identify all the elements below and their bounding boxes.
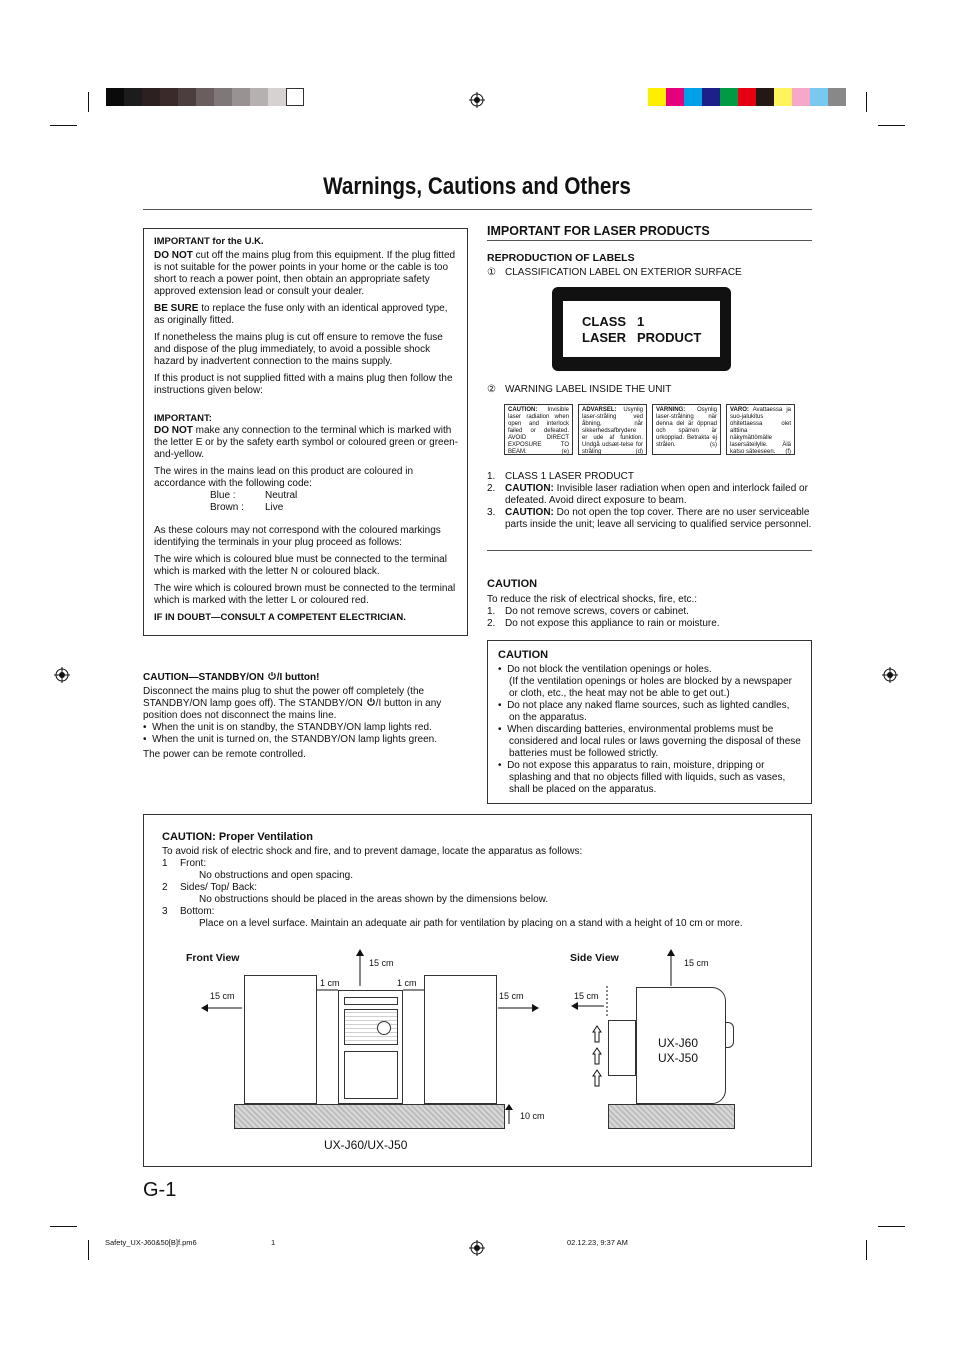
color-swatch	[106, 88, 124, 106]
crop-mark	[878, 1226, 905, 1227]
wire-code-row	[154, 502, 460, 514]
power-icon	[366, 698, 376, 707]
color-swatch	[268, 88, 286, 106]
label-item-2	[487, 384, 671, 396]
label-text: Invisible laser radiation when open and interlock failed or defeated. AVOID DIRECT EXPOSURE TO BEAM.	[508, 407, 569, 455]
caution-heading: CAUTION	[487, 578, 538, 590]
color-swatch	[756, 88, 774, 106]
text: to replace the fuse only with an identical approved type, as originally fitted.	[154, 303, 448, 326]
label-tag: (e)	[561, 449, 569, 455]
on-glyph: I	[378, 698, 382, 709]
label-item-1	[487, 267, 742, 279]
uk-paragraph	[154, 303, 460, 327]
label-tag: (s)	[710, 442, 717, 448]
item-text: Do not remove screws, covers or cabinet.	[505, 606, 689, 617]
reproduction-heading: REPRODUCTION OF LABELS	[487, 252, 635, 264]
list-item	[487, 606, 812, 618]
text: Do not expose this apparatus to rain, moisture, dripping or splashing and that no objects filled with liquids, such as vases, shall be placed on the apparatus.	[507, 760, 786, 795]
list-item	[487, 471, 812, 483]
crop-mark	[50, 1226, 77, 1227]
emphasis: CAUTION:	[505, 483, 554, 494]
side-dim-top-label: 15 cm	[684, 958, 709, 968]
ventilation-item	[162, 906, 802, 918]
color-swatch	[720, 88, 738, 106]
text: button in any position does not disconnect the mains line.	[143, 698, 442, 721]
emphasis: DO NOT	[154, 425, 193, 436]
bullet-subtext: (If the ventilation openings or holes are blocked by a newspaper or cloth, etc., the heat may not be able to get out.)	[509, 676, 792, 699]
important-heading: IMPORTANT:	[154, 413, 212, 424]
ventilation-heading: CAUTION: Proper Ventilation	[162, 831, 313, 843]
footer-date: 02.12.23, 9:37 AM	[567, 1238, 628, 1247]
dim-gap-left-label: 1 cm	[320, 978, 340, 988]
standby-section	[143, 672, 461, 761]
color-swatch	[828, 88, 846, 106]
wire-color: Brown :	[210, 502, 244, 513]
laser-rule	[487, 240, 812, 241]
uk-paragraph: If this product is not supplied fitted with a mains plug then follow the instructions given below:	[154, 373, 453, 396]
item-text: CLASSIFICATION LABEL ON EXTERIOR SURFACE	[505, 267, 742, 278]
color-swatch	[738, 88, 756, 106]
color-swatch	[178, 88, 196, 106]
label-keyword: VARNING:	[656, 407, 686, 413]
uk-paragraph: The wire which is coloured blue must be connected to the terminal which is marked with the letter N or coloured black.	[154, 554, 447, 577]
item-label: Front:	[180, 858, 207, 869]
text: make any connection to the terminal which is marked with the letter E or by the safety earth symbol or coloured green or green-and-yellow.	[154, 425, 459, 460]
registration-mark-icon	[469, 92, 485, 108]
dim-left-label: 15 cm	[210, 991, 235, 1001]
list-item	[487, 618, 812, 630]
side-dimension-arrows	[570, 948, 690, 1098]
text: Do not open the top cover. There are no user serviceable parts inside the unit; leave all servicing to qualified service personnel.	[505, 507, 812, 530]
front-view-label: Front View	[186, 952, 240, 964]
color-swatch	[160, 88, 178, 106]
title-rule	[143, 209, 812, 210]
item-number: 2.	[487, 618, 496, 629]
model-front-label: UX-J60/UX-J50	[324, 1138, 408, 1152]
laser-bottom-rule	[487, 550, 812, 551]
color-swatch	[666, 88, 684, 106]
registration-mark-icon	[469, 1240, 485, 1256]
laser-heading: IMPORTANT FOR LASER PRODUCTS	[487, 224, 710, 238]
uk-section	[154, 236, 460, 624]
text: When the unit is turned on, the STANDBY/ON lamp lights green.	[152, 734, 438, 745]
class-row	[582, 314, 701, 330]
item-label: Bottom:	[180, 906, 215, 917]
caution-box-content	[498, 649, 803, 796]
bullet-glyph: •	[143, 734, 153, 745]
wire-function: Live	[265, 502, 284, 513]
item-label: Sides/ Top/ Back:	[180, 882, 258, 893]
emphasis: CAUTION:	[505, 507, 554, 518]
text: Do not place any naked flame sources, such as lighted candles, on the apparatus.	[507, 700, 790, 723]
color-swatch	[684, 88, 702, 106]
uk-paragraph	[154, 250, 460, 298]
color-swatch	[196, 88, 214, 106]
standby-heading	[143, 672, 461, 684]
standby-bullet	[143, 734, 461, 746]
item-number: ②	[487, 384, 496, 395]
label-tag: (d)	[635, 449, 643, 455]
crop-mark	[50, 125, 77, 126]
list-item	[487, 507, 812, 531]
ventilation-item	[162, 858, 802, 870]
crop-mark	[878, 125, 905, 126]
standby-paragraph: The power can be remote controlled.	[143, 749, 306, 760]
color-swatch	[792, 88, 810, 106]
item-text	[505, 471, 634, 483]
class-word: CLASS	[582, 314, 627, 329]
warning-label-danish	[578, 404, 647, 455]
crop-mark	[866, 92, 867, 112]
side-stand	[608, 1104, 735, 1129]
warning-label-english	[504, 404, 573, 455]
side-view-label: Side View	[570, 952, 619, 964]
ventilation-text	[162, 831, 802, 930]
warning-label-swedish	[652, 404, 721, 455]
uk-heading: IMPORTANT for the U.K.	[154, 236, 264, 247]
label-text: Usynlig laser-stråling ved åbning, når sikkerhedsafbrydere er ude af funktion. Undgå udsæt-telse for stråling	[582, 407, 643, 455]
label-keyword: CAUTION:	[508, 407, 538, 413]
caution-intro: To reduce the risk of electrical shocks, fire, etc.:	[487, 594, 698, 605]
ventilation-item	[162, 882, 802, 894]
class-text	[582, 314, 701, 346]
bullet-glyph: •	[498, 724, 508, 735]
bullet-item	[498, 724, 803, 760]
bullet-glyph: •	[498, 760, 508, 771]
item-text: Do not expose this appliance to rain or moisture.	[505, 618, 720, 629]
item-number: 1	[162, 858, 168, 869]
dim-top-label: 15 cm	[369, 958, 394, 968]
bullet-item	[498, 700, 803, 724]
warning-label-finnish	[726, 404, 795, 455]
item-number: 1.	[487, 471, 496, 482]
color-swatch	[142, 88, 160, 106]
ventilation-detail: No obstructions should be placed in the areas shown by the dimensions below.	[199, 894, 549, 905]
color-swatch	[250, 88, 268, 106]
item-number: 3	[162, 906, 168, 917]
item-number: ①	[487, 267, 496, 278]
text: When discarding batteries, environmental problems must be considered and local rules or laws governing the disposal of these batteries must be followed strictly.	[507, 724, 801, 759]
bullet-glyph: •	[498, 700, 508, 711]
ventilation-intro: To avoid risk of electric shock and fire, and to prevent damage, locate the apparatus as follows:	[162, 846, 583, 857]
standby-heading-text: button!	[282, 672, 320, 683]
item-number: 3.	[487, 507, 496, 518]
color-swatch	[286, 88, 304, 106]
side-dim-front-label: 15 cm	[574, 991, 599, 1001]
bullet-item	[498, 664, 803, 676]
caution-heading: CAUTION	[498, 649, 549, 661]
color-swatch	[232, 88, 250, 106]
label-text: Osynlig laser-strålning när denna del är öppnad och spärren är urkopplad. Betrakta ej strålen.	[656, 407, 717, 448]
text: CLASS 1 LASER PRODUCT	[505, 471, 634, 482]
laser-word: LASER	[582, 330, 627, 345]
wire-color: Blue :	[210, 490, 236, 501]
registration-mark-icon	[54, 667, 70, 683]
crop-mark	[88, 1240, 89, 1260]
text: When the unit is on standby, the STANDBY/ON lamp lights red.	[152, 722, 432, 733]
footer-filename: Safety_UX-J60&50[B]f.pm6	[105, 1238, 197, 1247]
emphasis: DO NOT	[154, 250, 193, 261]
side-model-1: UX-J60	[658, 1036, 699, 1050]
label-text: Avattaessa ja suo-jalukitus ohitettaessa olet alttiina näkymättömälle lasersäteilylle. Älä katso säteeseen.	[730, 407, 791, 455]
uk-paragraph	[154, 425, 460, 461]
crop-mark	[866, 1240, 867, 1260]
bullet-glyph: •	[498, 664, 508, 675]
uk-paragraph: If nonetheless the mains plug is cut off ensure to remove the fuse and dispose of the plug immediately, to avoid a possible shock hazard by inadvertent connection to the mains supply.	[154, 332, 443, 367]
product-word: PRODUCT	[637, 330, 702, 345]
class-row	[582, 330, 701, 346]
side-model-2: UX-J50	[658, 1051, 699, 1065]
class-number: 1	[637, 314, 645, 329]
uk-paragraph: The wire which is coloured brown must be connected to the terminal which is marked with the letter L or coloured red.	[154, 583, 456, 606]
bullet-item	[498, 760, 803, 796]
item-text	[505, 507, 812, 531]
standby-heading-text: CAUTION—STANDBY/ON	[143, 672, 267, 683]
ventilation-detail: Place on a level surface. Maintain an adequate air path for ventilation by placing on a stand with a height of 10 cm or more.	[199, 918, 743, 929]
dim-bottom-label: 10 cm	[520, 1111, 545, 1121]
ventilation-detail: No obstructions and open spacing.	[199, 870, 353, 881]
label-keyword: VARO:	[730, 407, 749, 413]
item-text: WARNING LABEL INSIDE THE UNIT	[505, 384, 672, 395]
color-swatch	[774, 88, 792, 106]
front-dimension-arrows	[200, 948, 540, 1128]
dim-right-label: 15 cm	[499, 991, 524, 1001]
color-swatch	[124, 88, 142, 106]
text: Disconnect the mains plug to shut the power off completely (the STANDBY/ON lamp goes off). The STANDBY/ON	[143, 686, 425, 709]
side-speaker-knob	[726, 1022, 734, 1048]
color-swatch	[648, 88, 666, 106]
item-number: 1.	[487, 606, 496, 617]
bullet-glyph: •	[143, 722, 153, 733]
text: Invisible laser radiation when open and interlock failed or defeated. Avoid direct exposure to beam.	[505, 483, 808, 506]
emphasis: BE SURE	[154, 303, 199, 314]
item-number: 2	[162, 882, 168, 893]
uk-paragraph: The wires in the mains lead on this product are coloured in accordance with the following code:	[154, 466, 414, 489]
slash-glyph: /	[276, 672, 280, 683]
dim-gap-right-label: 1 cm	[397, 978, 417, 988]
registration-mark-icon	[882, 667, 898, 683]
uk-final-warning: IF IN DOUBT—CONSULT A COMPETENT ELECTRICIAN.	[154, 612, 406, 623]
item-number: 2.	[487, 483, 496, 494]
wire-function: Neutral	[265, 490, 298, 501]
label-keyword: ADVARSEL:	[582, 407, 617, 413]
crop-mark	[88, 92, 89, 112]
label-tag: (f)	[785, 449, 791, 455]
slash-glyph: /	[375, 698, 379, 709]
laser-numbered-list	[487, 471, 812, 531]
color-swatch	[810, 88, 828, 106]
text: cut off the mains plug from this equipment. If the plug fitted is not suitable for the power points in your home or the cable is too short to reach a power point, then obtain an appropriate safety approved extension lead or consult your dealer.	[154, 250, 456, 297]
color-swatch	[702, 88, 720, 106]
list-item	[487, 483, 812, 507]
class-1-laser-label	[552, 287, 731, 371]
power-icon	[267, 672, 277, 681]
footer-page: 1	[271, 1238, 276, 1247]
wire-code-row	[154, 490, 460, 502]
page-title: Warnings, Cautions and Others	[323, 173, 631, 200]
standby-paragraph	[143, 686, 461, 722]
page-number: G-1	[143, 1179, 177, 1201]
standby-bullet	[143, 722, 461, 734]
uk-paragraph: As these colours may not correspond with the coloured markings identifying the terminals in your plug proceed as follows:	[154, 525, 441, 548]
text: Do not block the ventilation openings or holes.	[507, 664, 712, 675]
item-text	[505, 483, 812, 507]
on-glyph: I	[279, 672, 283, 683]
color-swatch	[214, 88, 232, 106]
caution-electrical-section	[487, 578, 812, 630]
